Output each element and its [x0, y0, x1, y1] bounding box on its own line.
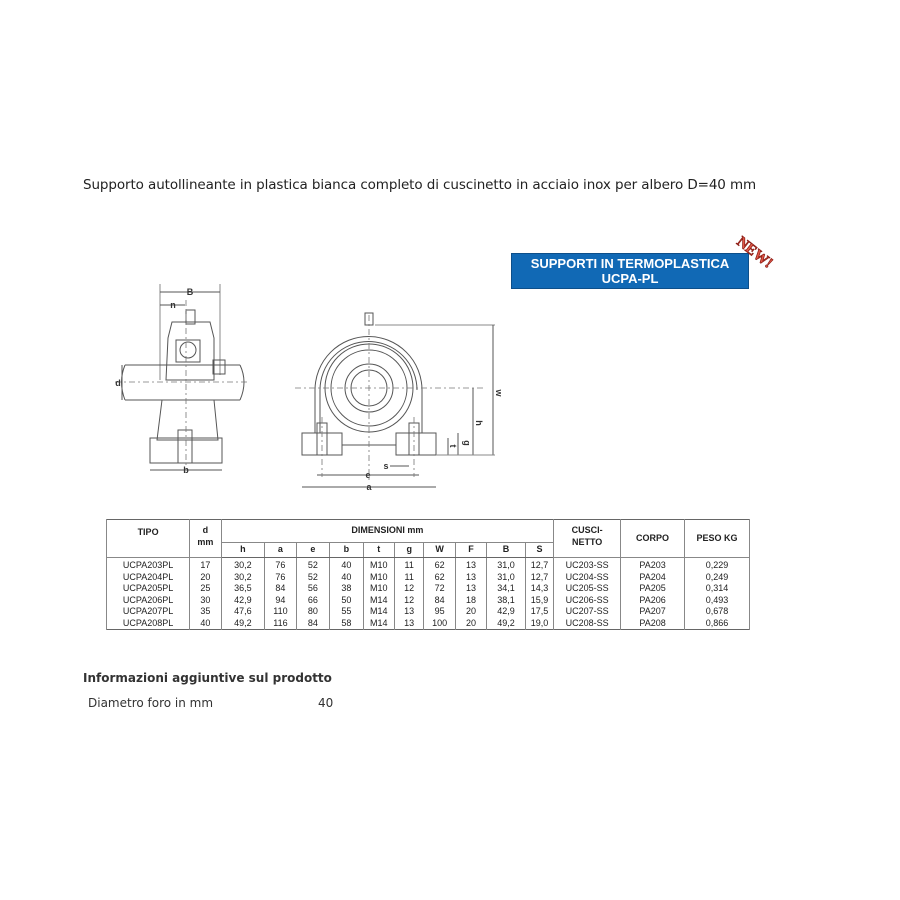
table-cell: 84 — [296, 618, 329, 630]
header-dim-g: g — [394, 543, 423, 558]
new-badge — [727, 233, 783, 272]
table-cell: 0,493 — [685, 595, 750, 607]
table-cell: 18 — [455, 595, 486, 607]
dim-label-t: t — [448, 444, 458, 448]
table-cell: UCPA208PL — [107, 618, 190, 630]
header-dimensioni: DIMENSIONI mm — [221, 520, 554, 543]
table-cell: 116 — [265, 618, 296, 630]
table-row — [107, 558, 750, 572]
table-cell: UCPA204PL — [107, 572, 190, 584]
table-cell: 50 — [330, 595, 363, 607]
table-cell: 56 — [296, 583, 329, 595]
header-dim-a: a — [265, 543, 296, 558]
table-cell: 12 — [394, 583, 423, 595]
banner-line-1: SUPPORTI IN TERMOPLASTICA — [530, 256, 730, 271]
table-cell: 0,229 — [685, 558, 750, 572]
table-cell: UC205-SS — [554, 583, 621, 595]
table-cell: 110 — [265, 606, 296, 618]
header-peso: PESO KG — [685, 520, 750, 558]
header-dim-t: t — [363, 543, 394, 558]
table-cell: M10 — [363, 572, 394, 584]
table-cell: 20 — [455, 618, 486, 630]
header-dim-h: h — [221, 543, 265, 558]
table-cell: 0,314 — [685, 583, 750, 595]
specifications-table — [106, 519, 750, 630]
table-cell: 20 — [455, 606, 486, 618]
table-row — [107, 606, 750, 618]
header-tipo: TIPO — [107, 520, 190, 558]
table-cell: 12,7 — [525, 558, 553, 572]
table-cell: 0,678 — [685, 606, 750, 618]
table-cell: PA208 — [621, 618, 685, 630]
table-cell: M10 — [363, 558, 394, 572]
header-corpo: CORPO — [621, 520, 685, 558]
table-cell: 12,7 — [525, 572, 553, 584]
table-cell: M14 — [363, 618, 394, 630]
table-cell: 31,0 — [487, 572, 526, 584]
header-d — [190, 520, 221, 558]
dim-label-g: g — [462, 440, 472, 446]
header-dim-B: B — [487, 543, 526, 558]
table-cell: 47,6 — [221, 606, 265, 618]
dim-label-b: b — [183, 465, 189, 475]
header-cuscinetto — [554, 520, 621, 558]
table-cell: UC203-SS — [554, 558, 621, 572]
table-row — [107, 583, 750, 595]
table-cell: M14 — [363, 606, 394, 618]
table-cell: 58 — [330, 618, 363, 630]
table-cell: M14 — [363, 595, 394, 607]
header-d-line1: d — [202, 525, 209, 535]
table-cell: PA204 — [621, 572, 685, 584]
table-cell: 42,9 — [487, 606, 526, 618]
series-banner — [511, 253, 749, 289]
table-row — [107, 618, 750, 630]
table-cell: 49,2 — [487, 618, 526, 630]
header-d-line2: mm — [197, 536, 214, 547]
table-cell: 38,1 — [487, 595, 526, 607]
table-row — [107, 572, 750, 584]
table-cell: M10 — [363, 583, 394, 595]
dim-label-B: B — [186, 287, 194, 297]
dim-label-a: a — [366, 482, 372, 492]
table-cell: 38 — [330, 583, 363, 595]
table-cell: 0,249 — [685, 572, 750, 584]
table-cell: 13 — [394, 606, 423, 618]
table-cell: 0,866 — [685, 618, 750, 630]
table-cell: 17,5 — [525, 606, 553, 618]
table-cell: UC208-SS — [554, 618, 621, 630]
table-cell: 40 — [190, 618, 221, 630]
table-cell: 66 — [296, 595, 329, 607]
table-cell: 14,3 — [525, 583, 553, 595]
product-description: Supporto autollineante in plastica bianca completo di cuscinetto in acciaio inox per albero D=40 mm — [83, 177, 757, 193]
table-cell: 30,2 — [221, 572, 265, 584]
table-cell: 84 — [424, 595, 455, 607]
table-cell: 40 — [330, 572, 363, 584]
table-cell: 94 — [265, 595, 296, 607]
table-cell: 17 — [190, 558, 221, 572]
dim-label-w: w — [494, 389, 504, 397]
header-dim-W: W — [424, 543, 455, 558]
table-cell: PA203 — [621, 558, 685, 572]
table-cell: 12 — [394, 595, 423, 607]
table-cell: 31,0 — [487, 558, 526, 572]
table-cell: 13 — [455, 583, 486, 595]
table-cell: 52 — [296, 572, 329, 584]
side-view-diagram — [110, 280, 250, 485]
table-cell: 40 — [330, 558, 363, 572]
table-cell: 95 — [424, 606, 455, 618]
dim-label-h: h — [474, 420, 484, 426]
table-cell: 11 — [394, 558, 423, 572]
table-cell: UC207-SS — [554, 606, 621, 618]
table-cell: PA205 — [621, 583, 685, 595]
front-view-diagram — [290, 305, 504, 495]
table-cell: UCPA205PL — [107, 583, 190, 595]
header-dim-b: b — [330, 543, 363, 558]
table-cell: 42,9 — [221, 595, 265, 607]
table-cell: 35 — [190, 606, 221, 618]
table-cell: 80 — [296, 606, 329, 618]
table-cell: 72 — [424, 583, 455, 595]
table-cell: 55 — [330, 606, 363, 618]
table-cell: 34,1 — [487, 583, 526, 595]
table-cell: 25 — [190, 583, 221, 595]
header-dim-F: F — [455, 543, 486, 558]
dim-label-s: s — [383, 461, 389, 471]
table-cell: UCPA206PL — [107, 595, 190, 607]
table-cell: UC204-SS — [554, 572, 621, 584]
table-cell: 13 — [394, 618, 423, 630]
dim-label-n: n — [170, 300, 176, 310]
table-cell: 76 — [265, 558, 296, 572]
header-cuscinetto-line2: NETTO — [571, 536, 603, 547]
table-cell: 13 — [455, 572, 486, 584]
additional-info-title: Informazioni aggiuntive sul prodotto — [83, 671, 332, 685]
table-cell: 62 — [424, 558, 455, 572]
table-cell: UC206-SS — [554, 595, 621, 607]
table-row — [107, 595, 750, 607]
table-cell: 52 — [296, 558, 329, 572]
table-cell: 19,0 — [525, 618, 553, 630]
dim-label-d: d — [115, 378, 121, 388]
banner-line-2: UCPA-PL — [601, 271, 659, 286]
table-cell: PA207 — [621, 606, 685, 618]
table-cell: 62 — [424, 572, 455, 584]
table-cell: 15,9 — [525, 595, 553, 607]
info-value-diametro-foro: 40 — [318, 696, 334, 710]
table-cell: PA206 — [621, 595, 685, 607]
new-badge-text: NEW! — [733, 233, 776, 272]
table-cell: 11 — [394, 572, 423, 584]
table-cell: 13 — [455, 558, 486, 572]
table-cell: 20 — [190, 572, 221, 584]
table-cell: UCPA207PL — [107, 606, 190, 618]
info-label-diametro-foro: Diametro foro in mm — [88, 696, 214, 710]
dim-label-e: e — [365, 470, 371, 480]
header-dim-S: S — [525, 543, 553, 558]
header-dim-e: e — [296, 543, 329, 558]
table-cell: 84 — [265, 583, 296, 595]
table-cell: 49,2 — [221, 618, 265, 630]
table-cell: UCPA203PL — [107, 558, 190, 572]
table-cell: 36,5 — [221, 583, 265, 595]
table-cell: 76 — [265, 572, 296, 584]
table-cell: 30 — [190, 595, 221, 607]
table-cell: 100 — [424, 618, 455, 630]
header-cuscinetto-line1: CUSCI- — [571, 525, 603, 535]
table-cell: 30,2 — [221, 558, 265, 572]
